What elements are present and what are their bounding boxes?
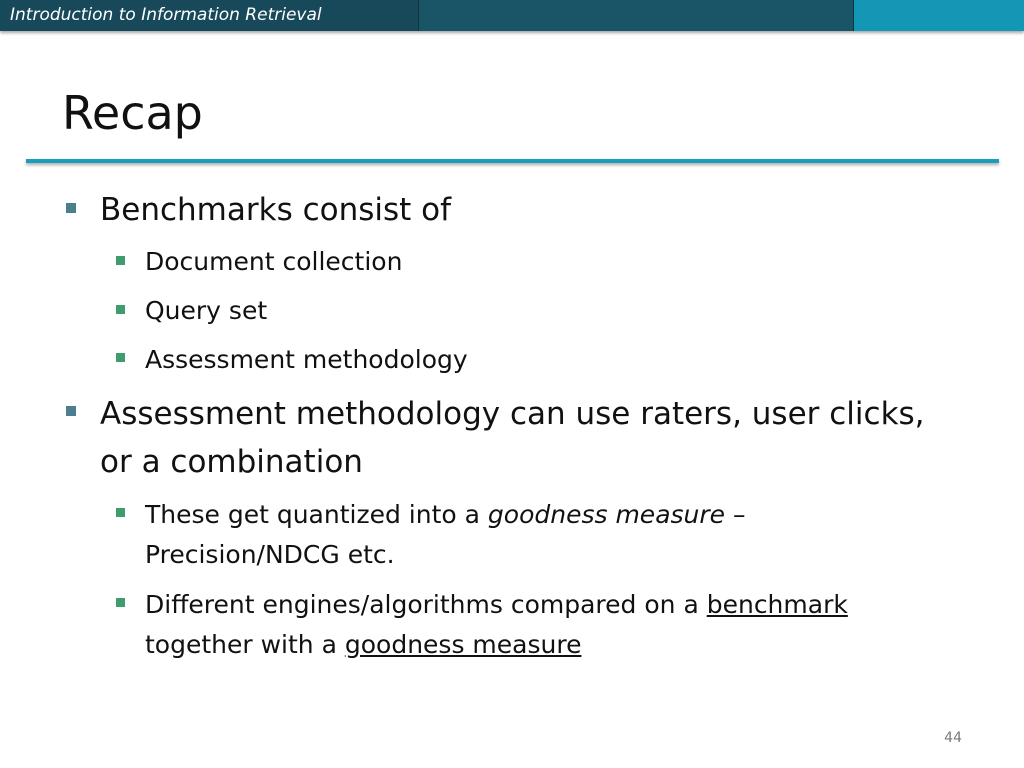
sub-bullet-query-set: Query set <box>145 296 268 325</box>
underlined-benchmark: benchmark <box>706 590 848 619</box>
bullet-assessment-methodology <box>100 390 925 486</box>
sub-bullet-different-engines <box>145 585 848 665</box>
square-bullet-icon <box>116 598 125 607</box>
square-bullet-icon <box>66 406 76 416</box>
sub-bullet-line <box>145 585 848 625</box>
underlined-goodness-measure: goodness measure <box>344 630 582 659</box>
header-bar <box>0 0 1024 31</box>
square-bullet-icon <box>116 256 125 265</box>
sub-bullet-line: Precision/NDCG etc. <box>145 540 395 569</box>
page-number: 44 <box>944 730 962 746</box>
text: Different engines/algorithms compared on a <box>145 590 707 619</box>
header-bar-segment <box>418 0 853 31</box>
text: These get quantized into a <box>145 500 488 529</box>
bullet-line: or a combination <box>100 444 363 480</box>
bullet-line: Assessment methodology can use raters, user clicks, <box>100 396 925 432</box>
course-title: Introduction to Information Retrieval <box>10 5 322 25</box>
sub-bullet-assessment-methodology: Assessment methodology <box>145 345 468 374</box>
sub-bullet-line <box>145 625 848 665</box>
square-bullet-icon <box>116 305 125 314</box>
text: together with a <box>145 630 345 659</box>
square-bullet-icon <box>116 353 125 362</box>
slide-title: Recap <box>62 86 203 140</box>
bullet-benchmarks: Benchmarks consist of <box>100 192 452 228</box>
header-bar-accent-segment <box>853 0 1024 31</box>
text: – <box>725 500 746 529</box>
sub-bullet-quantized <box>145 495 746 575</box>
emphasis-goodness-measure: goodness measure <box>487 500 726 529</box>
sub-bullet-line <box>145 495 746 535</box>
sub-bullet-document-collection: Document collection <box>145 247 403 276</box>
square-bullet-icon <box>116 508 125 517</box>
title-divider <box>26 159 999 163</box>
square-bullet-icon <box>66 203 76 213</box>
